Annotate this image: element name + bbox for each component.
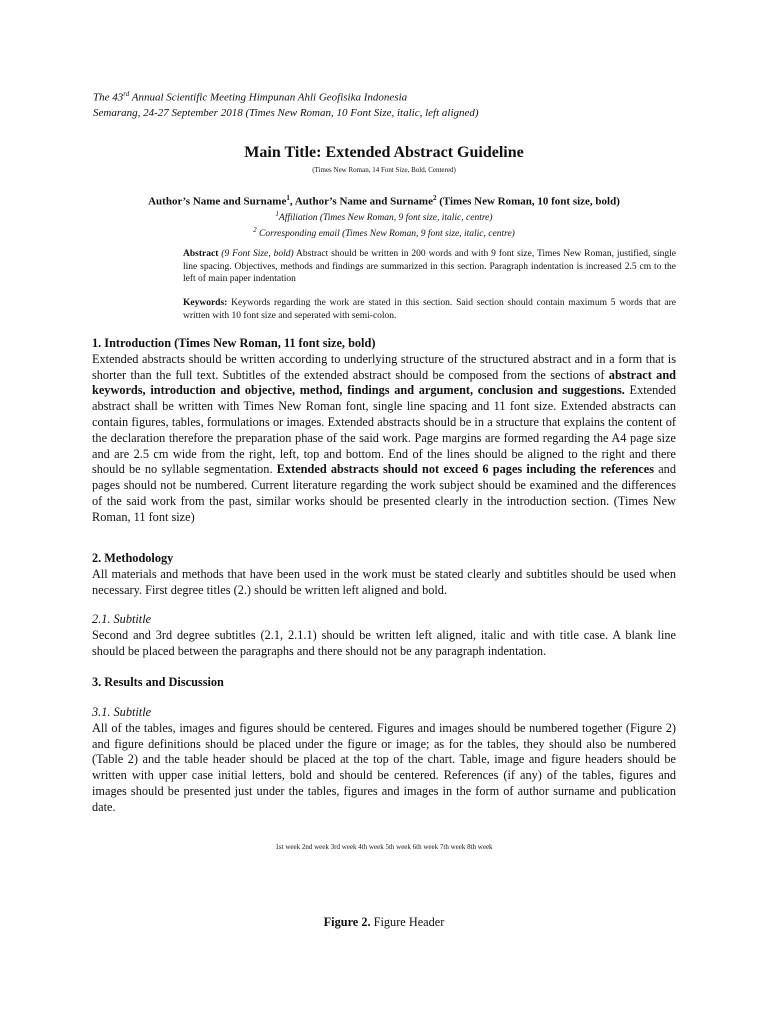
page-title: Main Title: Extended Abstract Guideline — [244, 144, 524, 161]
introduction-heading: 1. Introduction (Times New Roman, 11 font size, bold) — [92, 336, 376, 350]
methodology-paragraph: All materials and methods that have been used in the work must be stated clearly and subtitles should be used when necessary. First degree titles (2.) should be written left aligned and bold. — [92, 566, 676, 597]
affiliation-line: $^1$Affiliation (Times New Roman, 9 font size, italic, centre) — [275, 210, 493, 224]
methodology-subtitle: 2.1. Subtitle — [92, 612, 152, 626]
conference-line-1: The 43rd Annual Scientific Meeting Himpunan Ahli Geofisika Indonesia — [93, 90, 408, 104]
methodology-subtitle-paragraph: Second and 3rd degree subtitles (2.1, 2.1.1) should be written left aligned, italic and with title case. A blank line should be placed between the paragraphs and there should not be any paragraph indentation. — [92, 627, 676, 658]
figure-caption: Figure 2. Figure Header — [323, 915, 445, 929]
conference-header — [93, 87, 479, 121]
results-heading: 3. Results and Discussion — [92, 675, 224, 689]
introduction-section — [92, 336, 676, 526]
conference-line-2: Semarang, 24-27 September 2018 (Times New Roman, 10 Font Size, italic, left aligned) — [93, 106, 479, 119]
introduction-paragraph: Extended abstracts should be written according to underlying structure of the structured abstract and in a form that is shorter than the full text. Subtitles of the extended abstract should be composed from the sections of abstract and keywords, introduction and objective, method, findings and argument, conclusion and suggestions. Extended abstract shall be written with Times New Roman font, single line spacing and 11 font size. Extended abstracts can contain figures, tables, formulations or images. Extended abstracts should be in a structure that explains the content of the declaration therefore the preparation phase of the said work. Page margins are formed regarding the A4 page size and are 2.5 cm wide from the right, left, top and bottom. End of the lines should be aligned to the right and there should be no syllable segmentation. Extended abstracts should not exceed 6 pages including the references and pages should not be numbered. Current literature regarding the work subject should be examined and the differences of the said work from the past, similar works should be presented clearly in the introduction section. (Times New Roman, 11 font size) — [92, 351, 676, 524]
figure-axis-labels: 1st week 2nd week 3rd week 4th week 5th week 6th week 7th week 8th week — [275, 843, 493, 851]
methodology-section — [92, 551, 676, 598]
keywords-paragraph: Keywords: Keywords regarding the work are stated in this section. Said section should contain maximum 5 words that are written with 10 font size and seperated with semi-colon. — [183, 298, 676, 321]
title-note: (Times New Roman, 14 Font Size, Bold, Centered) — [312, 166, 456, 174]
author-line: Author’s Name and Surname$^1$, Author’s Name and Surname$^2$ (Times New Roman, 10 font size, bold) — [148, 194, 620, 208]
methodology-subsection — [92, 612, 676, 659]
email-line: $^2$ Corresponding email (Times New Roman, 9 font size, italic, centre) — [253, 226, 515, 240]
results-subsection — [92, 705, 676, 816]
results-subtitle: 3.1. Subtitle — [92, 705, 152, 719]
results-section — [92, 675, 676, 691]
abstract-paragraph: Abstract (9 Font Size, bold) Abstract should be written in 200 words and with 9 font size, Times New Roman, justified, single line spacing. Objectives, methods and findings are summarized in this section. Paragraph indentation is increased 2.5 cm to the left of main paper indentation — [183, 249, 676, 285]
affiliation-block — [0, 208, 768, 240]
results-subtitle-paragraph: All of the tables, images and figures should be centered. Figures and images should be numbered together (Figure 2) and figure definitions should be placed under the figure or image; as for the tables, they should also be numbered (Table 2) and the table header should be placed at the top of the chart. Table, image and figure headers should be written with upper case initial letters, bold and should be centered. References (if any) of the tables, figures and images should be presented just under the tables, figures and images in the form of author surname and publication date. — [92, 720, 676, 814]
methodology-heading: 2. Methodology — [92, 551, 174, 565]
